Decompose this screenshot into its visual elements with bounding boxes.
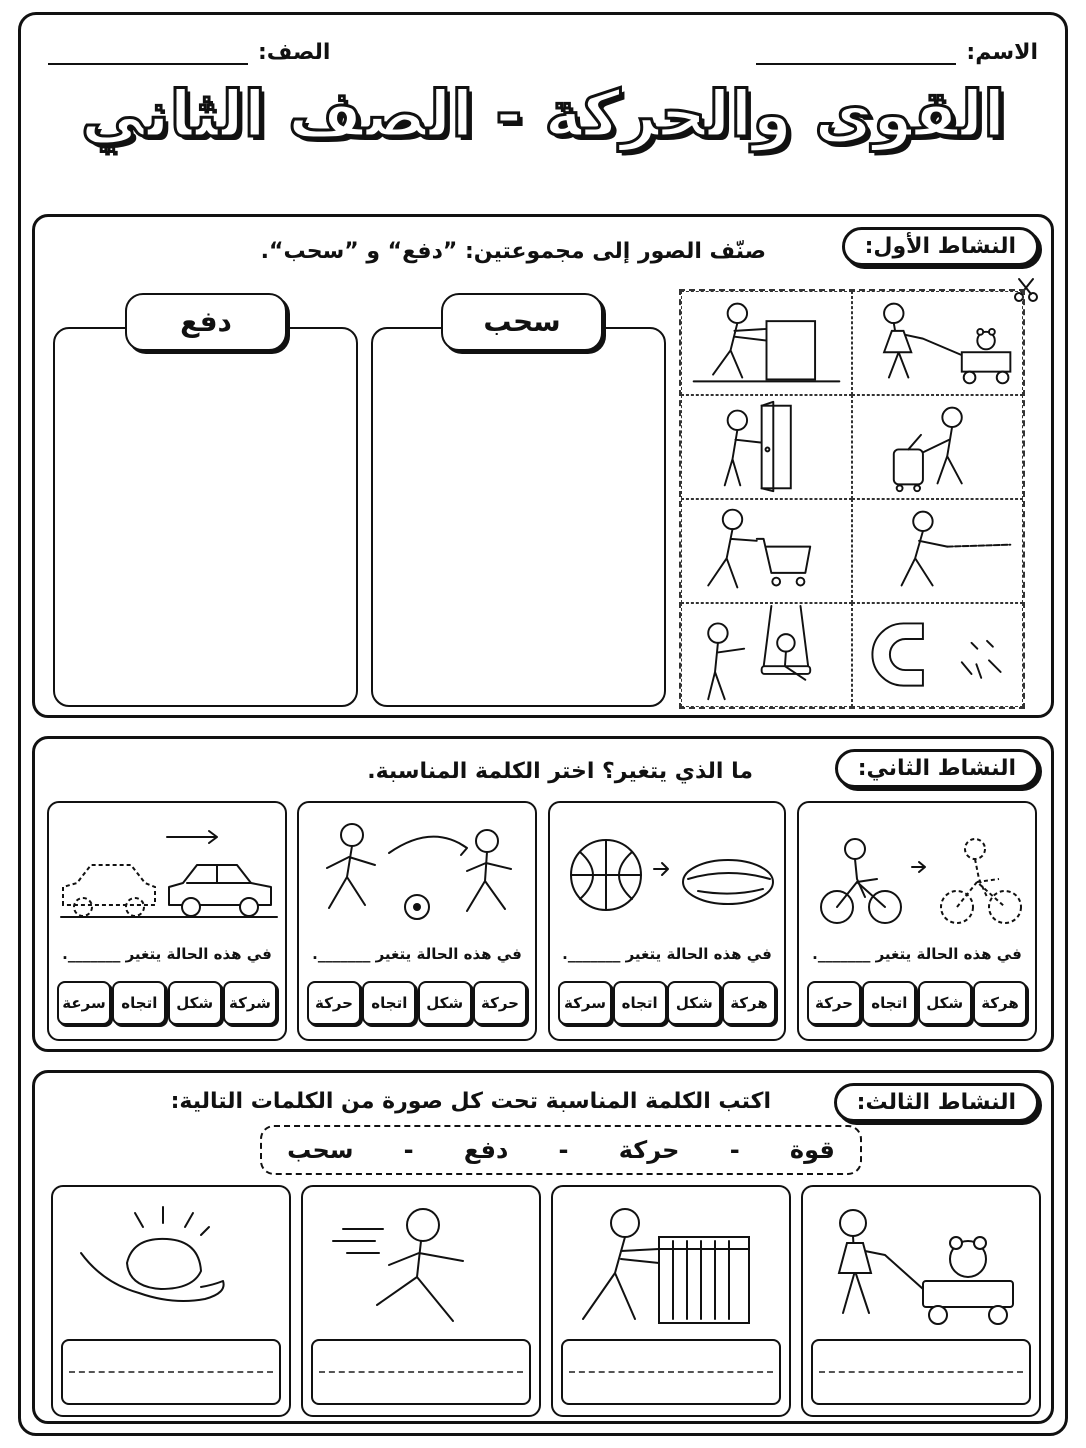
change-sentence-3: في هذه الحالة يتغير _______. [312, 945, 522, 963]
pull-label: سحب [441, 293, 603, 351]
word-bank-word: دفع [463, 1136, 509, 1164]
option-chip[interactable]: هركة [973, 981, 1027, 1025]
word-card-running-boy [301, 1185, 541, 1417]
option-chips-2 [558, 981, 776, 1025]
activity3-label: النشاط الثالث: [834, 1083, 1039, 1122]
option-chips-3 [307, 981, 527, 1025]
picture-girl-pulling-wagon[interactable] [852, 291, 1023, 395]
answer-box[interactable] [561, 1339, 781, 1405]
picture-magnet-pulling-nails[interactable] [852, 603, 1023, 707]
option-chip[interactable]: سرعة [57, 981, 111, 1025]
change-sentence-2: في هذه الحالة يتغير _______. [562, 945, 772, 963]
change-card-ball [548, 801, 786, 1041]
change-sentence-4: في هذه الحالة يتغير _______. [62, 945, 272, 963]
pull-drop-box[interactable] [371, 327, 666, 707]
activity2-label: النشاط الثاني: [835, 749, 1039, 788]
page-title: القوى والحركة - الصف الثاني [80, 78, 1006, 152]
option-chip[interactable]: حركة [473, 981, 527, 1025]
word-bank-word: حركة [618, 1136, 680, 1164]
option-chip[interactable]: اتجاه [112, 981, 166, 1025]
class-label: الصف: [258, 40, 331, 65]
activity1-instruction: صنّف الصور إلى مجموعتين: ”دفع“ و ”سحب“. [260, 239, 766, 264]
picture-boy-pushing-box[interactable] [681, 291, 852, 395]
option-chip[interactable]: سركة [558, 981, 612, 1025]
picture-boy-pulling-rope[interactable] [852, 499, 1023, 603]
option-chips-1 [807, 981, 1027, 1025]
change-card-bicycle [797, 801, 1037, 1041]
push-label: دفع [125, 293, 287, 351]
boy-pushing-crate-picture [563, 1193, 783, 1329]
activity2-instruction: ما الذي يتغير؟ اختر الكلمة المناسبة. [367, 759, 753, 784]
picture-boy-pushing-door[interactable] [681, 395, 852, 499]
picture-boy-pushing-cart[interactable] [681, 499, 852, 603]
activity3-instruction: اكتب الكلمة المناسبة تحت كل صورة من الكلمات التالية: [170, 1089, 771, 1114]
option-chip[interactable]: حركة [807, 981, 861, 1025]
picture-boy-pushing-swing[interactable] [681, 603, 852, 707]
answer-box[interactable] [61, 1339, 281, 1405]
option-chip[interactable]: شكل [418, 981, 472, 1025]
answer-box[interactable] [311, 1339, 531, 1405]
football-direction-picture [307, 813, 531, 927]
word-bank-separator: - [403, 1136, 414, 1164]
option-chip[interactable]: شكل [918, 981, 972, 1025]
name-label: الاسم: [966, 40, 1038, 65]
option-chip[interactable]: هركة [722, 981, 776, 1025]
activity2-section [32, 736, 1054, 1052]
change-card-football [297, 801, 537, 1041]
option-chips-4 [57, 981, 277, 1025]
activity1-section [32, 214, 1054, 718]
activity1-label: النشاط الأول: [842, 227, 1039, 266]
word-bank-separator: - [729, 1136, 740, 1164]
bicycle-picture [807, 817, 1031, 927]
answer-box[interactable] [811, 1339, 1031, 1405]
class-field[interactable] [48, 40, 330, 65]
picture-girl-pulling-suitcase[interactable] [852, 395, 1023, 499]
option-chip[interactable]: شكل [168, 981, 222, 1025]
running-boy-picture [313, 1193, 533, 1329]
word-card-pulling-wagon [801, 1185, 1041, 1417]
change-sentence-1: في هذه الحالة يتغير _______. [812, 945, 1022, 963]
picture-cutout-grid [679, 289, 1025, 709]
option-chip[interactable]: شكل [667, 981, 721, 1025]
change-card-car [47, 801, 287, 1041]
word-card-hand-force [51, 1185, 291, 1417]
hand-dough-picture [63, 1193, 283, 1329]
class-line[interactable] [48, 63, 248, 65]
option-chip[interactable]: شركة [223, 981, 277, 1025]
name-field[interactable] [756, 40, 1038, 65]
car-speed-picture [57, 817, 281, 927]
ball-shape-picture [558, 817, 780, 927]
word-bank-word: قوة [789, 1136, 835, 1164]
girl-pulling-wagon-picture [813, 1193, 1033, 1329]
push-drop-box[interactable] [53, 327, 358, 707]
word-card-pushing-crate [551, 1185, 791, 1417]
name-line[interactable] [756, 63, 956, 65]
word-bank-separator: - [558, 1136, 569, 1164]
option-chip[interactable]: اتجاه [362, 981, 416, 1025]
option-chip[interactable]: اتجاه [613, 981, 667, 1025]
word-bank [260, 1125, 862, 1175]
option-chip[interactable]: اتجاه [862, 981, 916, 1025]
activity3-section [32, 1070, 1054, 1424]
word-bank-word: سحب [287, 1136, 354, 1164]
option-chip[interactable]: حركة [307, 981, 361, 1025]
